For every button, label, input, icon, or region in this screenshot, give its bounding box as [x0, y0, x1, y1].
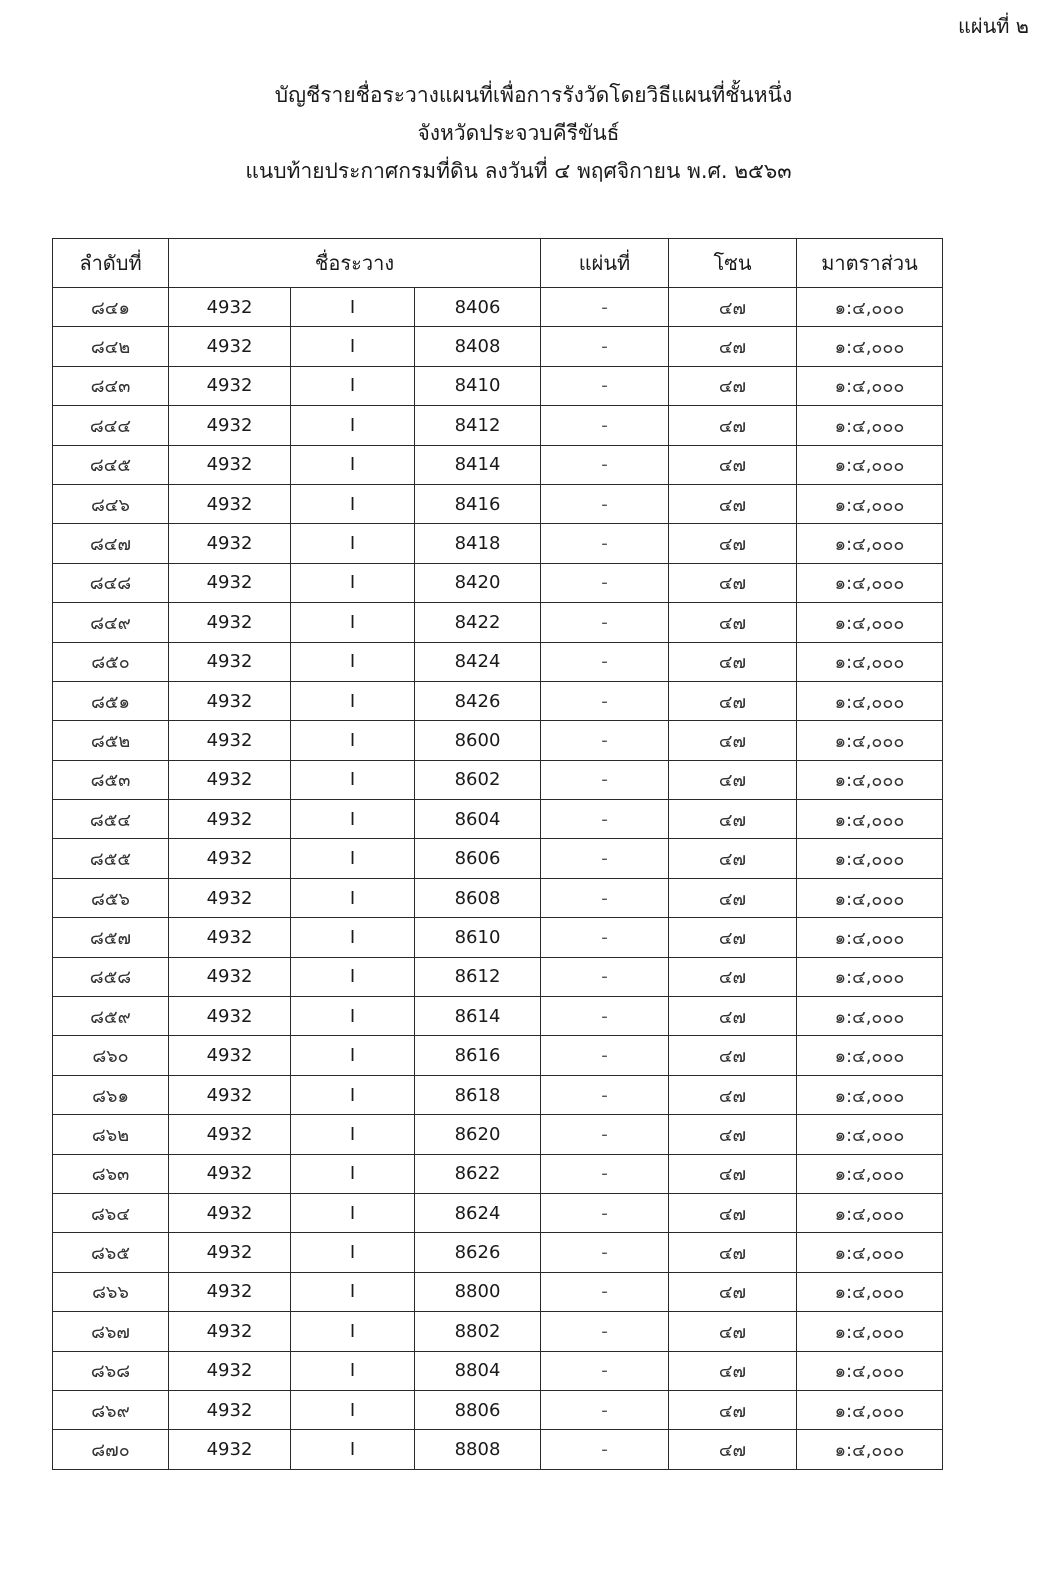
- seq-cell: ๘๖๙: [53, 1390, 169, 1429]
- name-part-1-cell: 4932: [169, 524, 291, 563]
- table-row: [53, 288, 943, 327]
- seq-cell: ๘๕๑: [53, 681, 169, 720]
- seq-cell: ๘๖๕: [53, 1233, 169, 1272]
- zone-cell: ๔๗: [669, 839, 797, 878]
- seq-cell: ๘๖๓: [53, 1154, 169, 1193]
- seq-cell: ๘๖๒: [53, 1115, 169, 1154]
- name-part-1-cell: 4932: [169, 1272, 291, 1311]
- scale-cell: ๑:๔,๐๐๐: [797, 1272, 943, 1311]
- name-part-2-cell: I: [291, 524, 415, 563]
- seq-cell: ๘๕๓: [53, 760, 169, 799]
- sheet-cell: -: [541, 406, 669, 445]
- name-part-2-cell: I: [291, 1430, 415, 1469]
- name-part-1-cell: 4932: [169, 1430, 291, 1469]
- sheet-cell: -: [541, 642, 669, 681]
- scale-cell: ๑:๔,๐๐๐: [797, 800, 943, 839]
- name-part-1-cell: 4932: [169, 603, 291, 642]
- zone-cell: ๔๗: [669, 1312, 797, 1351]
- name-part-3-cell: 8618: [415, 1075, 541, 1114]
- name-part-2-cell: I: [291, 1075, 415, 1114]
- scale-cell: ๑:๔,๐๐๐: [797, 839, 943, 878]
- sheet-cell: -: [541, 878, 669, 917]
- table-row: [53, 1390, 943, 1429]
- sheet-cell: -: [541, 1233, 669, 1272]
- name-part-3-cell: 8804: [415, 1351, 541, 1390]
- page-number: แผ่นที่ ๒: [957, 14, 1029, 38]
- sheet-cell: -: [541, 800, 669, 839]
- table-row: [53, 366, 943, 405]
- sheet-cell: -: [541, 1154, 669, 1193]
- scale-cell: ๑:๔,๐๐๐: [797, 603, 943, 642]
- zone-cell: ๔๗: [669, 1036, 797, 1075]
- seq-cell: ๘๔๒: [53, 327, 169, 366]
- scale-cell: ๑:๔,๐๐๐: [797, 1115, 943, 1154]
- seq-cell: ๘๕๐: [53, 642, 169, 681]
- table-row: [53, 878, 943, 917]
- seq-cell: ๘๖๖: [53, 1272, 169, 1311]
- sheet-cell: -: [541, 681, 669, 720]
- name-part-3-cell: 8416: [415, 484, 541, 523]
- zone-cell: ๔๗: [669, 1233, 797, 1272]
- table-row: [53, 1075, 943, 1114]
- table-row: [53, 760, 943, 799]
- seq-cell: ๘๔๙: [53, 603, 169, 642]
- header-name: ชื่อระวาง: [169, 239, 541, 288]
- name-part-1-cell: 4932: [169, 878, 291, 917]
- name-part-3-cell: 8410: [415, 366, 541, 405]
- name-part-1-cell: 4932: [169, 642, 291, 681]
- zone-cell: ๔๗: [669, 1272, 797, 1311]
- zone-cell: ๔๗: [669, 563, 797, 602]
- zone-cell: ๔๗: [669, 327, 797, 366]
- name-part-3-cell: 8604: [415, 800, 541, 839]
- sheet-cell: -: [541, 1430, 669, 1469]
- table-row: [53, 800, 943, 839]
- scale-cell: ๑:๔,๐๐๐: [797, 445, 943, 484]
- name-part-1-cell: 4932: [169, 1390, 291, 1429]
- table-row: [53, 839, 943, 878]
- sheet-cell: -: [541, 997, 669, 1036]
- name-part-1-cell: 4932: [169, 1193, 291, 1232]
- name-part-3-cell: 8606: [415, 839, 541, 878]
- seq-cell: ๘๗๐: [53, 1430, 169, 1469]
- sheet-cell: -: [541, 603, 669, 642]
- scale-cell: ๑:๔,๐๐๐: [797, 524, 943, 563]
- name-part-1-cell: 4932: [169, 563, 291, 602]
- zone-cell: ๔๗: [669, 1430, 797, 1469]
- name-part-3-cell: 8800: [415, 1272, 541, 1311]
- name-part-1-cell: 4932: [169, 1154, 291, 1193]
- name-part-2-cell: I: [291, 1036, 415, 1075]
- name-part-1-cell: 4932: [169, 1351, 291, 1390]
- name-part-2-cell: I: [291, 563, 415, 602]
- scale-cell: ๑:๔,๐๐๐: [797, 327, 943, 366]
- sheet-cell: -: [541, 760, 669, 799]
- zone-cell: ๔๗: [669, 878, 797, 917]
- name-part-1-cell: 4932: [169, 1115, 291, 1154]
- name-part-3-cell: 8406: [415, 288, 541, 327]
- zone-cell: ๔๗: [669, 445, 797, 484]
- zone-cell: ๔๗: [669, 366, 797, 405]
- scale-cell: ๑:๔,๐๐๐: [797, 681, 943, 720]
- name-part-3-cell: 8616: [415, 1036, 541, 1075]
- zone-cell: ๔๗: [669, 760, 797, 799]
- sheet-cell: -: [541, 1312, 669, 1351]
- title-line-2: จังหวัดประจวบคีรีขันธ์: [417, 121, 620, 145]
- seq-cell: ๘๕๒: [53, 721, 169, 760]
- seq-cell: ๘๖๑: [53, 1075, 169, 1114]
- name-part-2-cell: I: [291, 406, 415, 445]
- name-part-1-cell: 4932: [169, 918, 291, 957]
- table-row: [53, 918, 943, 957]
- seq-cell: ๘๕๖: [53, 878, 169, 917]
- name-part-3-cell: 8422: [415, 603, 541, 642]
- table-row: [53, 327, 943, 366]
- zone-cell: ๔๗: [669, 918, 797, 957]
- name-part-2-cell: I: [291, 1272, 415, 1311]
- name-part-1-cell: 4932: [169, 997, 291, 1036]
- sheet-cell: -: [541, 1036, 669, 1075]
- table-row: [53, 642, 943, 681]
- name-part-3-cell: 8622: [415, 1154, 541, 1193]
- sheet-cell: -: [541, 1115, 669, 1154]
- name-part-2-cell: I: [291, 721, 415, 760]
- name-part-2-cell: I: [291, 1154, 415, 1193]
- zone-cell: ๔๗: [669, 957, 797, 996]
- sheet-cell: -: [541, 1193, 669, 1232]
- table-row: [53, 997, 943, 1036]
- sheet-cell: -: [541, 957, 669, 996]
- scale-cell: ๑:๔,๐๐๐: [797, 288, 943, 327]
- scale-cell: ๑:๔,๐๐๐: [797, 1430, 943, 1469]
- name-part-2-cell: I: [291, 1233, 415, 1272]
- table-row: [53, 406, 943, 445]
- zone-cell: ๔๗: [669, 1115, 797, 1154]
- scale-cell: ๑:๔,๐๐๐: [797, 1351, 943, 1390]
- name-part-1-cell: 4932: [169, 839, 291, 878]
- sheet-cell: -: [541, 918, 669, 957]
- scale-cell: ๑:๔,๐๐๐: [797, 721, 943, 760]
- sheet-cell: -: [541, 1075, 669, 1114]
- seq-cell: ๘๔๓: [53, 366, 169, 405]
- name-part-1-cell: 4932: [169, 957, 291, 996]
- table-row: [53, 484, 943, 523]
- name-part-3-cell: 8408: [415, 327, 541, 366]
- header-seq: ลำดับที่: [53, 239, 169, 288]
- sheet-cell: -: [541, 366, 669, 405]
- scale-cell: ๑:๔,๐๐๐: [797, 563, 943, 602]
- scale-cell: ๑:๔,๐๐๐: [797, 1193, 943, 1232]
- name-part-1-cell: 4932: [169, 1075, 291, 1114]
- scale-cell: ๑:๔,๐๐๐: [797, 1154, 943, 1193]
- name-part-1-cell: 4932: [169, 721, 291, 760]
- zone-cell: ๔๗: [669, 1154, 797, 1193]
- sheet-cell: -: [541, 721, 669, 760]
- name-part-1-cell: 4932: [169, 800, 291, 839]
- seq-cell: ๘๖๐: [53, 1036, 169, 1075]
- seq-cell: ๘๕๔: [53, 800, 169, 839]
- table-row: [53, 957, 943, 996]
- name-part-1-cell: 4932: [169, 681, 291, 720]
- name-part-1-cell: 4932: [169, 1036, 291, 1075]
- scale-cell: ๑:๔,๐๐๐: [797, 918, 943, 957]
- scale-cell: ๑:๔,๐๐๐: [797, 760, 943, 799]
- name-part-2-cell: I: [291, 957, 415, 996]
- name-part-3-cell: 8418: [415, 524, 541, 563]
- seq-cell: ๘๔๘: [53, 563, 169, 602]
- name-part-2-cell: I: [291, 366, 415, 405]
- zone-cell: ๔๗: [669, 603, 797, 642]
- table-row: [53, 603, 943, 642]
- scale-cell: ๑:๔,๐๐๐: [797, 1075, 943, 1114]
- zone-cell: ๔๗: [669, 681, 797, 720]
- seq-cell: ๘๔๑: [53, 288, 169, 327]
- scale-cell: ๑:๔,๐๐๐: [797, 406, 943, 445]
- table-row: [53, 1154, 943, 1193]
- zone-cell: ๔๗: [669, 800, 797, 839]
- table-row: [53, 1430, 943, 1469]
- name-part-3-cell: 8600: [415, 721, 541, 760]
- seq-cell: ๘๔๔: [53, 406, 169, 445]
- zone-cell: ๔๗: [669, 524, 797, 563]
- name-part-1-cell: 4932: [169, 288, 291, 327]
- title-line-3: แนบท้ายประกาศกรมที่ดิน ลงวันที่ ๔ พฤศจิกายน พ.ศ. ๒๕๖๓: [245, 159, 792, 183]
- name-part-3-cell: 8614: [415, 997, 541, 1036]
- zone-cell: ๔๗: [669, 484, 797, 523]
- zone-cell: ๔๗: [669, 1351, 797, 1390]
- sheet-cell: -: [541, 1351, 669, 1390]
- table-row: [53, 1272, 943, 1311]
- name-part-2-cell: I: [291, 918, 415, 957]
- seq-cell: ๘๖๘: [53, 1351, 169, 1390]
- name-part-3-cell: 8808: [415, 1430, 541, 1469]
- table-row: [53, 681, 943, 720]
- name-part-3-cell: 8802: [415, 1312, 541, 1351]
- name-part-3-cell: 8610: [415, 918, 541, 957]
- seq-cell: ๘๕๕: [53, 839, 169, 878]
- zone-cell: ๔๗: [669, 721, 797, 760]
- name-part-3-cell: 8426: [415, 681, 541, 720]
- name-part-1-cell: 4932: [169, 445, 291, 484]
- zone-cell: ๔๗: [669, 288, 797, 327]
- seq-cell: ๘๔๕: [53, 445, 169, 484]
- seq-cell: ๘๔๖: [53, 484, 169, 523]
- zone-cell: ๔๗: [669, 997, 797, 1036]
- name-part-2-cell: I: [291, 839, 415, 878]
- name-part-3-cell: 8608: [415, 878, 541, 917]
- seq-cell: ๘๔๗: [53, 524, 169, 563]
- sheet-cell: -: [541, 524, 669, 563]
- name-part-2-cell: I: [291, 1312, 415, 1351]
- table-row: [53, 1233, 943, 1272]
- name-part-2-cell: I: [291, 1351, 415, 1390]
- name-part-2-cell: I: [291, 681, 415, 720]
- seq-cell: ๘๕๗: [53, 918, 169, 957]
- sheet-cell: -: [541, 1272, 669, 1311]
- table-body: [53, 288, 943, 1470]
- sheet-cell: -: [541, 839, 669, 878]
- table-row: [53, 1036, 943, 1075]
- name-part-3-cell: 8602: [415, 760, 541, 799]
- table-row: [53, 1351, 943, 1390]
- document-title: [0, 82, 1037, 196]
- header-sheet: แผ่นที่: [541, 239, 669, 288]
- sheet-cell: -: [541, 288, 669, 327]
- sheet-cell: -: [541, 445, 669, 484]
- title-line-1: บัญชีรายชื่อระวางแผนที่เพื่อการรังวัดโดยวิธีแผนที่ชั้นหนึ่ง: [274, 83, 793, 107]
- table-row: [53, 1193, 943, 1232]
- seq-cell: ๘๖๔: [53, 1193, 169, 1232]
- name-part-2-cell: I: [291, 327, 415, 366]
- seq-cell: ๘๕๙: [53, 997, 169, 1036]
- name-part-3-cell: 8612: [415, 957, 541, 996]
- name-part-1-cell: 4932: [169, 484, 291, 523]
- name-part-2-cell: I: [291, 603, 415, 642]
- name-part-3-cell: 8420: [415, 563, 541, 602]
- zone-cell: ๔๗: [669, 642, 797, 681]
- seq-cell: ๘๕๘: [53, 957, 169, 996]
- table-row: [53, 1115, 943, 1154]
- name-part-3-cell: 8626: [415, 1233, 541, 1272]
- header-scale: มาตราส่วน: [797, 239, 943, 288]
- name-part-1-cell: 4932: [169, 327, 291, 366]
- table-row: [53, 524, 943, 563]
- scale-cell: ๑:๔,๐๐๐: [797, 957, 943, 996]
- sheet-cell: -: [541, 563, 669, 602]
- zone-cell: ๔๗: [669, 1075, 797, 1114]
- seq-cell: ๘๖๗: [53, 1312, 169, 1351]
- name-part-1-cell: 4932: [169, 760, 291, 799]
- scale-cell: ๑:๔,๐๐๐: [797, 997, 943, 1036]
- scale-cell: ๑:๔,๐๐๐: [797, 878, 943, 917]
- table-header-row: [53, 239, 943, 288]
- scale-cell: ๑:๔,๐๐๐: [797, 1312, 943, 1351]
- name-part-2-cell: I: [291, 484, 415, 523]
- name-part-2-cell: I: [291, 445, 415, 484]
- name-part-2-cell: I: [291, 1193, 415, 1232]
- name-part-1-cell: 4932: [169, 1233, 291, 1272]
- name-part-1-cell: 4932: [169, 406, 291, 445]
- name-part-2-cell: I: [291, 760, 415, 799]
- table-row: [53, 563, 943, 602]
- name-part-3-cell: 8414: [415, 445, 541, 484]
- name-part-2-cell: I: [291, 878, 415, 917]
- scale-cell: ๑:๔,๐๐๐: [797, 484, 943, 523]
- name-part-3-cell: 8620: [415, 1115, 541, 1154]
- name-part-2-cell: I: [291, 642, 415, 681]
- name-part-3-cell: 8624: [415, 1193, 541, 1232]
- header-zone: โซน: [669, 239, 797, 288]
- scale-cell: ๑:๔,๐๐๐: [797, 1036, 943, 1075]
- table-row: [53, 445, 943, 484]
- name-part-3-cell: 8412: [415, 406, 541, 445]
- scale-cell: ๑:๔,๐๐๐: [797, 1390, 943, 1429]
- scale-cell: ๑:๔,๐๐๐: [797, 642, 943, 681]
- zone-cell: ๔๗: [669, 1390, 797, 1429]
- name-part-1-cell: 4932: [169, 366, 291, 405]
- sheet-cell: -: [541, 1390, 669, 1429]
- name-part-2-cell: I: [291, 1115, 415, 1154]
- name-part-2-cell: I: [291, 1390, 415, 1429]
- name-part-3-cell: 8806: [415, 1390, 541, 1429]
- name-part-1-cell: 4932: [169, 1312, 291, 1351]
- table-row: [53, 1312, 943, 1351]
- map-sheet-table: [52, 238, 943, 1470]
- name-part-2-cell: I: [291, 288, 415, 327]
- sheet-cell: -: [541, 327, 669, 366]
- zone-cell: ๔๗: [669, 406, 797, 445]
- zone-cell: ๔๗: [669, 1193, 797, 1232]
- table-row: [53, 721, 943, 760]
- name-part-2-cell: I: [291, 997, 415, 1036]
- sheet-cell: -: [541, 484, 669, 523]
- name-part-3-cell: 8424: [415, 642, 541, 681]
- scale-cell: ๑:๔,๐๐๐: [797, 1233, 943, 1272]
- name-part-2-cell: I: [291, 800, 415, 839]
- scale-cell: ๑:๔,๐๐๐: [797, 366, 943, 405]
